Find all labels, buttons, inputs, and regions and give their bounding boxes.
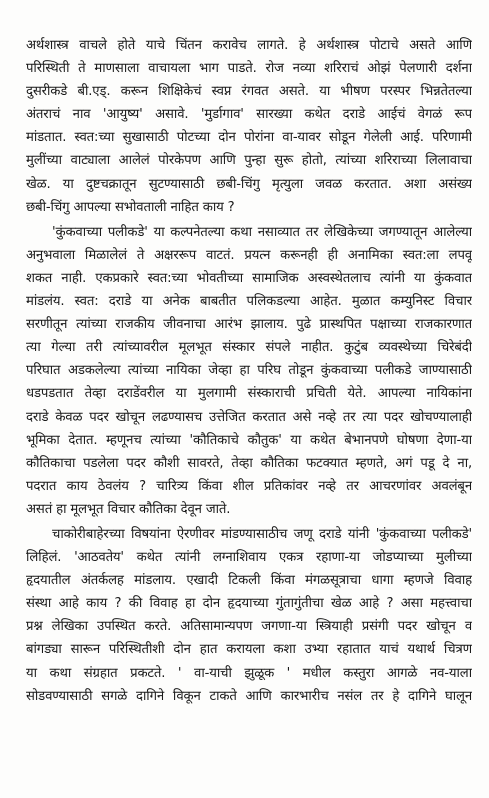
text-line: भूमिका देतात. म्हणूनच त्यांच्या 'कौतिकाचे कौतुक' या कथेत बेभानपणे घोषणा देणा-या [26, 432, 472, 448]
text-line: प्रश्न लेखिका उपस्थित करते. अतिसामान्यपण जगणा-या स्त्रियाही प्रसंगी पदर खोचून व [26, 619, 472, 635]
text-line: बांगड्या सारून परिस्थितीशी दोन हात करायला कशा उभ्या रहातात याचं यथार्थ चित्रण [26, 642, 472, 658]
text-line: सरणीतून त्यांच्या राजकीय जीवनाचा आरंभ झालाय. पुढे प्रास्थपित पक्षाच्या राजकारणात [26, 317, 472, 333]
text-line: मुलींच्या वाट्याला आलेलं पोरकेपण आणि पुन्हा सुरू होतो, त्यांच्या शरिराच्या लिलावाचा [26, 153, 472, 169]
text-line: मांडलंय. स्वत: दराडे या अनेक बाबतीत पलिकडल्या आहेत. मुळात कम्युनिस्ट विचार [26, 294, 472, 310]
text-line: परिस्थिती ते माणसाला वाचायला भाग पाडते. रोज नव्या शरिराचं ओझं पेलणारी दर्शना [26, 61, 472, 77]
body-text [26, 34, 472, 708]
text-line: धडपडतात तेव्हा दराडेंवरील या मुलगामी संस्काराची प्रचिती येते. आपल्या नायिकांना [26, 386, 472, 402]
text-line: पदरात काय ठेवलंय ? चारित्र्य किंवा शील प्रतिकांवर नव्हे तर आचरणांवर अवलंबून [26, 478, 472, 494]
text-line: चाकोरीबाहेरच्या विषयांना ऐरणीवर मांडण्यासाठीच जणू दराडे यांनी 'कुंकवाच्या पलीकडे' [52, 526, 472, 542]
text-line: खेळ. या दुष्टचक्रातून सुटण्यासाठी छबी-चिंगु मृत्युला जवळ करतात. अशा असंख्य [26, 176, 472, 192]
text-line: शकत नाही. एकप्रकारे स्वत:च्या भोवतीच्या सामाजिक अस्वस्थेतलाच त्यांनी या कुंकवात [26, 270, 472, 286]
paragraph-3 [26, 523, 472, 708]
text-line: कौतिकाचा पडलेला पदर कौशी सावरते, तेव्हा कौतिका फटक्यात म्हणते, अगं पडू दे ना, [26, 455, 472, 471]
text-line: अर्थशास्त्र वाचले होते याचे चिंतन करावेच लागते. हे अर्थशास्त्र पोटाचे असते आणि [26, 38, 472, 53]
text-line: छबी-चिंगु आपल्या सभोवताली नाहित काय ? [26, 199, 235, 215]
text-line: परिघात अडकलेल्या त्यांच्या नायिका जेव्हा हा परिघ तोडून कुंकवाच्या पलीकडे जाण्यासाठी [26, 363, 472, 379]
text-line: दुसरीकडे बी.एड्. करून शिक्षिकेचं स्वप्न रंगवत असते. या भीषण परस्पर भिन्नतेतल्या [26, 84, 472, 100]
paragraph-2 [26, 221, 472, 521]
text-line: सोडवण्यासाठी सगळे दागिने विकून टाकते आणि कारभारीच नसंल तर हे दागिने घालून [26, 688, 472, 704]
text-line: 'कुंकवाच्या पलीकडे' या कल्पनेतल्या कथा नसाव्यात तर लेखिकेच्या जगण्यातून आलेल्या [52, 224, 472, 240]
paragraph-1 [26, 34, 472, 219]
text-line: दराडे केवळ पदर खोचून लढण्यासच उत्तेजित करतात असे नव्हे तर त्या पदर खोचण्यालाही [26, 409, 472, 425]
text-line: त्या गेल्या तरी त्यांच्यावरील मूलभूत संस्कार संपले नाहीत. कुटुंब व्यवस्थेच्या चिरेबंदी [26, 340, 472, 356]
text-line: अंतराचं नाव 'आयुष्य' असावे. 'मुर्डागाव' सारख्या कथेत दराडे आईचं वेगळं रूप [26, 107, 472, 123]
text-line: या कथा संग्रहात प्रकटते. ' वा-याची झुळूक ' मधील कस्तुरा आगळे नव-याला [26, 665, 472, 681]
text-line: मांडतात. स्वत:च्या सुखासाठी पोटच्या दोन पोरांना वा-यावर सोडून गेलेली आई. परिणामी [26, 130, 472, 146]
text-line: लिहिलं. 'आठवतेय' कथेत त्यांनी लग्नाशिवाय एकत्र रहाणा-या जोडप्याच्या मुलीच्या [26, 550, 472, 566]
text-line: हृदयातील अंतर्कलह मांडलाय. एखादी टिकली किंवा मंगळसूत्राचा धागा म्हणजे विवाह [26, 573, 472, 589]
text-line: संस्था आहे काय ? की विवाह हा दोन हृदयाच्या गुंतागुंतीचा खेळ आहे ? असा महत्त्वाचा [26, 596, 472, 612]
text-line: अनुभवाला मिळालेलं ते अक्षररूप वाटतं. प्रयत्न करूनही ही अनामिका स्वत:ला लपवू [26, 247, 472, 263]
text-line: असतं हा मूलभूत विचार कौतिका देवून जाते. [26, 501, 231, 517]
